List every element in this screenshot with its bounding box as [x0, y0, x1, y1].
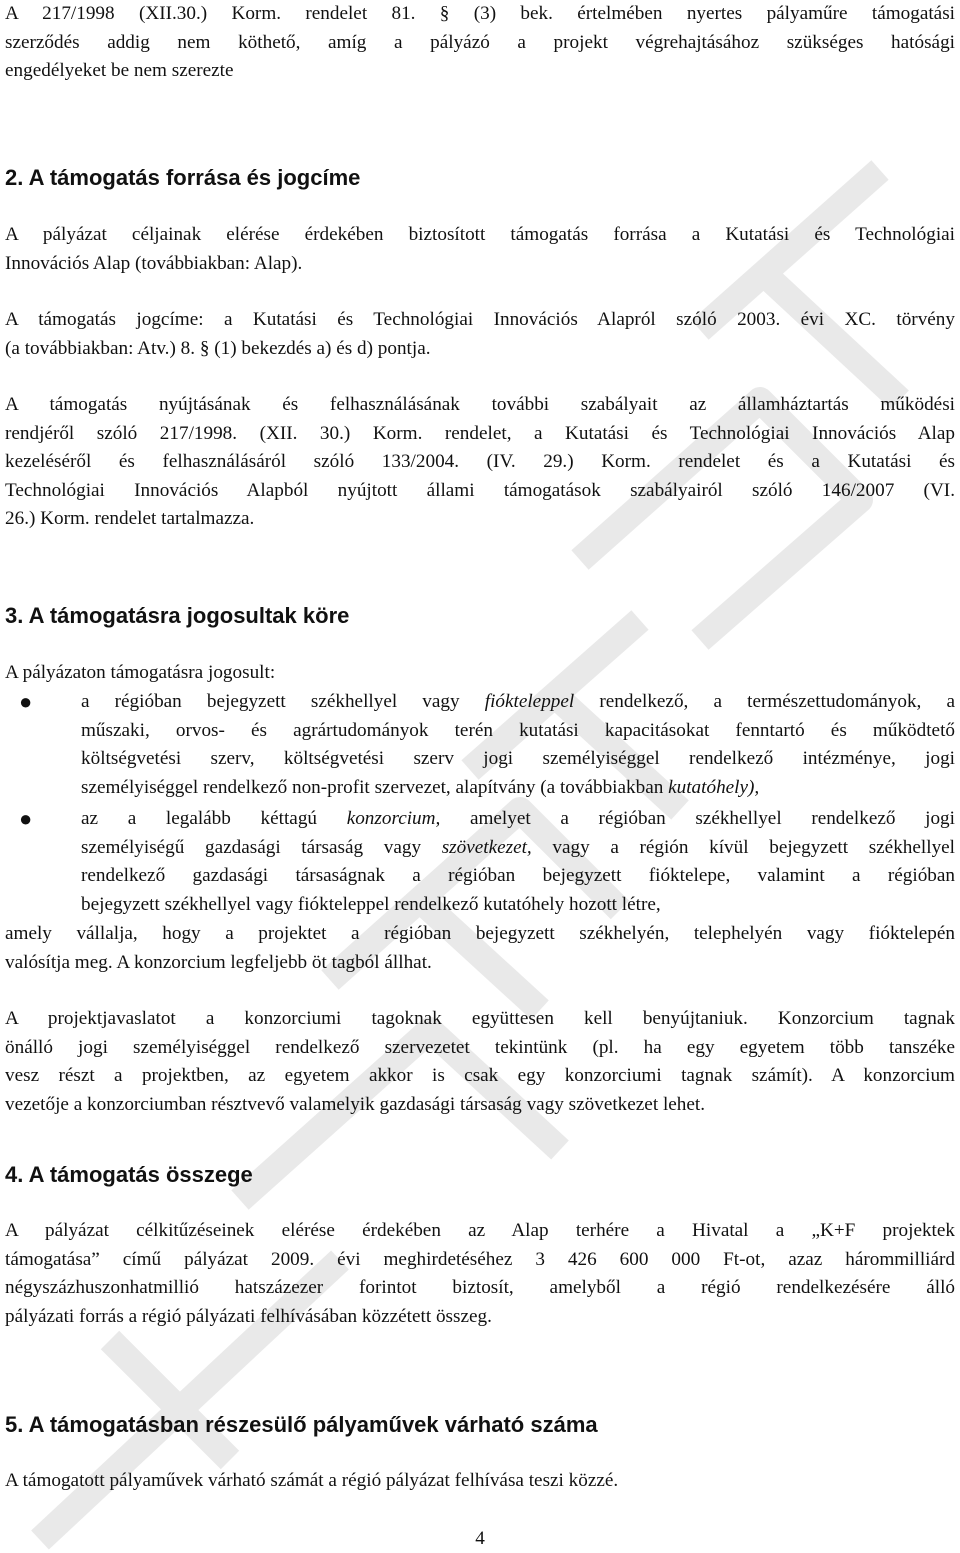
top-paragraph: A 217/1998 (XII.30.) Korm. rendelet 81. § (3) bek. értelmében nyertes pályaműre támogatási szerződés addig nem köthető, amíg a pályázó a projekt végrehajtásához szükséges hatósági engedélyeket be nem szerezte: [5, 3, 955, 81]
section-3-heading: 3. A támogatásra jogosultak köre: [5, 603, 350, 628]
section-2-paragraph-2: A támogatás jogcíme: a Kutatási és Technológiai Innovációs Alapról szóló 2003. évi XC. törvény (a továbbiakban: Atv.) 8. § (1) bekezdés a) és d) pontja.: [5, 309, 955, 359]
section-2-heading: 2. A támogatás forrása és jogcíme: [5, 165, 361, 190]
section-5-paragraph-1: A támogatott pályaművek várható számát a régió pályázat felhívása teszi közzé.: [5, 1470, 619, 1491]
section-3-paragraph-consortium: A projektjavaslatot a konzorciumi tagoknak együttesen kell benyújtaniuk. Konzorcium tagnak önálló jogi személyiséggel rendelkező szervezetet tekintünk (pl. ha egy egyetem több tanszéke vesz részt a projektben, az egyetem akkor is csak egy konzorciumi tagnak számít). A konzorcium vezetője a konzorciumban résztvevő valamelyik gazdasági társaság vagy szövetkezet lehet.: [5, 1008, 955, 1115]
bullet-icon: ●: [19, 806, 33, 831]
section-3-paragraph-after-list: amely vállalja, hogy a projektet a régióban bejegyzett székhelyén, telephelyén vagy fióktelepén valósítja meg. A konzorcium legfeljebb öt tagból állhat.: [5, 923, 955, 973]
bullet-icon: ●: [19, 689, 33, 714]
section-4-heading: 4. A támogatás összege: [5, 1162, 253, 1187]
section-3-intro: A pályázaton támogatásra jogosult:: [5, 662, 276, 683]
section-2-paragraph-1: A pályázat céljainak elérése érdekében biztosított támogatás forrása a Kutatási és Technológiai Innovációs Alap (továbbiakban: Alap).: [5, 224, 955, 274]
section-4-paragraph-1: A pályázat célkitűzéseinek elérése érdekében az Alap terhére a Hivatal a „K+F projektek támogatása” című pályázat 2009. évi meghirdetéséhez 3 426 600 000 Ft-ot, azaz hárommilliárd négyszázhuszonhatmillió hatszázezer forintot biztosít, amelyből a régió rendelkezésére álló pályázati forrás a régió pályázati felhívásában közzétett összeg.: [5, 1220, 955, 1327]
section-5-heading: 5. A támogatásban részesülő pályaművek várható száma: [5, 1412, 598, 1437]
section-2-paragraph-3: A támogatás nyújtásának és felhasználásának további szabályait az államháztartás működési rendjéről szóló 217/1998. (XII. 30.) Korm. rendelet, a Kutatási és Technológiai Innovációs Alap kezeléséről és felhasználásáról szóló 133/2004. (IV. 29.) Korm. rendelet és a Kutatási és Technológiai Innovációs Alapból nyújtott állami támogatások szabályairól szóló 146/2007 (VI. 26.) Korm. rendelet tartalmazza.: [5, 394, 955, 529]
page-number: 4: [475, 1528, 485, 1549]
